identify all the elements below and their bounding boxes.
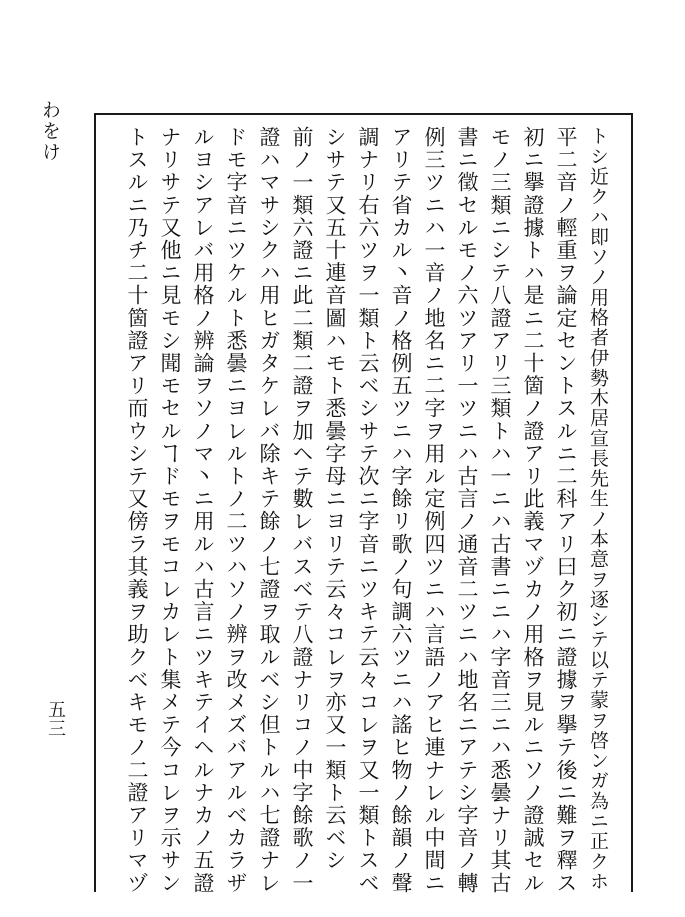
left-border-rule: [94, 113, 96, 892]
right-border-rule: [631, 113, 633, 892]
text-column-6: 例三ツニハ一音ノ地名ニ二字ヲ用ル定例四ツニハ言語ノアヒ連ナレル中間ニ: [422, 126, 446, 895]
page-number: 五三: [45, 700, 66, 738]
text-column-1: トシ近クハ即ソノ用格者伊勢木居宣長先生ノ本意ヲ逐シテ以テ蒙ヲ啓ンガ為ニ正クホ: [587, 126, 609, 892]
text-column-11: 證ハマサシクハ用ヒガタケレバ除キテ餘ノ七證ヲ取ルベシ但トルハ七證ナレ: [257, 126, 281, 895]
text-column-14: ナリサテ又他ニ見モシ聞モセルヿドモヲモコレカレト集メテ今コレヲ示サン: [158, 126, 182, 895]
text-column-5: 書ニ徵セルモノ六ツアリ一ツニハ古言ノ通音二ツニハ地名ニアテシ字音ノ轉: [455, 126, 479, 895]
text-column-7: アリテ省カル丶音ノ格例五ツニハ字餘リ歌ノ句調六ツニハ謠ヒ物ノ餘韻ノ聲: [389, 126, 413, 895]
text-column-3: 初ニ擧證據トハ是ニ二十箇ノ證アリ此義マヅカノ用格ヲ見ルニソノ證誠セル: [521, 126, 545, 895]
text-column-4: モノ三類ニシテ八證アリ三類トハ一ニハ古書ニニハ字音三ニハ悉曇ナリ其古: [488, 126, 512, 895]
text-column-12: ドモ字音ニツケルト悉曇ニヨレルトノ二ツハソノ辨ヲ改メズバアルベカラザ: [224, 126, 248, 895]
running-header-title: わをけ: [39, 100, 61, 163]
top-border-rule: [94, 113, 633, 115]
text-column-15: トスルニ乃チ二十箇證アリ而ウシテ又傍ラ其義ヲ助クベキモノ二證アリマヅ: [125, 126, 149, 895]
text-column-8: 調ナリ右六ツヲ一類ト云ベシサテ次ニ字音ニツキテ云々コレヲ又一類トスベ: [356, 126, 380, 895]
text-column-13: ルヨシアレバ用格ノ辨論ヲソノマ丶ニ用ルハ古言ニツキテイヘルナカノ五證: [191, 126, 215, 895]
text-column-9: シサテ又五十連音圖ハモト悉曇字母ニヨリテ云々コレヲ亦又一類ト云ベシ: [323, 126, 347, 872]
text-column-2: 平二音ノ輕重ヲ論定セントスルニ二科アリ曰ク初ニ證據ヲ擧テ後ニ難ヲ釋ス: [554, 126, 578, 895]
text-column-10: 前ノ一類六證ニ此二類二證ヲ加ヘテ數レバスベテ八證ナリコノ中字餘歌ノ一: [290, 126, 314, 895]
